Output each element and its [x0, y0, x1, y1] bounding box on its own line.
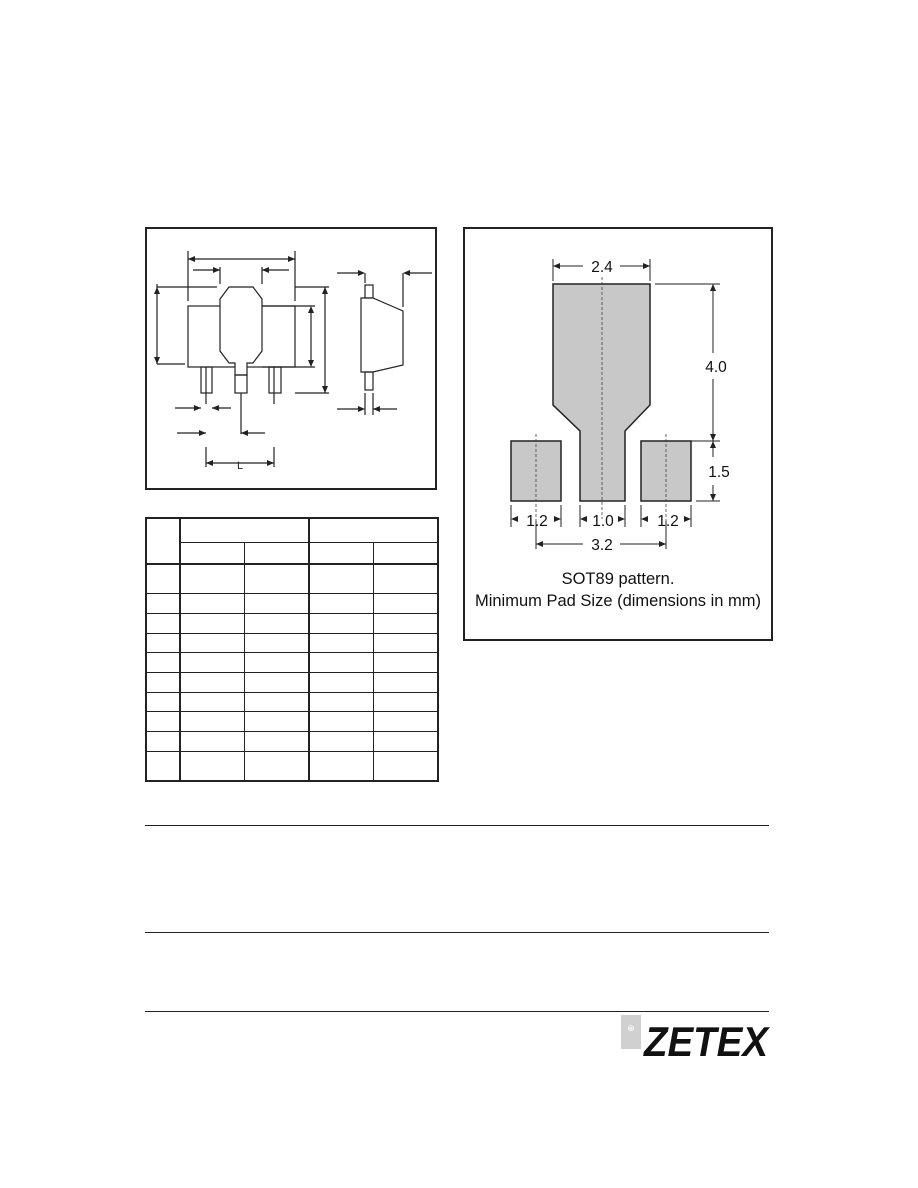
table-row [146, 594, 438, 614]
inches-header [309, 518, 438, 542]
table-row [146, 613, 438, 633]
dimensions-table [145, 517, 439, 782]
table-row [146, 672, 438, 692]
pad-caption-title: SOT89 pattern. [561, 570, 675, 588]
dim-top-height: 4.0 [705, 359, 727, 376]
lead-center [235, 375, 247, 393]
dim-top-width: 2.4 [591, 259, 613, 276]
table-row [146, 564, 438, 594]
dim-overall-width: 3.2 [591, 537, 613, 554]
zetex-logo-graphic [621, 1013, 771, 1059]
divider [145, 1011, 769, 1012]
center-pad [553, 284, 650, 501]
table-row [146, 633, 438, 653]
lead-right [269, 367, 281, 393]
logo-text: ZETEX [643, 1018, 771, 1059]
pad-pattern-svg [465, 229, 771, 559]
zetex-logo [621, 1013, 771, 1059]
package-tab [220, 287, 262, 375]
dim-header [146, 518, 180, 564]
table-row [146, 653, 438, 673]
package-outline-drawing [145, 227, 437, 490]
mm-min-header [180, 542, 244, 564]
table-row [146, 732, 438, 752]
millimetres-header [180, 518, 309, 542]
table-row [146, 751, 438, 781]
lead-pitch-label: L [236, 460, 244, 472]
divider [145, 932, 769, 933]
pad-caption-subtitle: Minimum Pad Size (dimensions in mm) [474, 592, 762, 610]
divider [145, 825, 769, 826]
table-row [146, 712, 438, 732]
inch-min-header [309, 542, 373, 564]
dim-left-pad-width: 1.2 [526, 513, 548, 530]
outline-svg [147, 229, 435, 488]
dim-side-height: 1.5 [708, 464, 730, 481]
pad-pattern-panel [463, 227, 773, 641]
logo-mark-glyph: ⊕ [627, 1023, 635, 1033]
dim-right-pad-width: 1.2 [657, 513, 679, 530]
dim-center-width: 1.0 [592, 513, 614, 530]
mm-max-header [245, 542, 309, 564]
inch-max-header [374, 542, 438, 564]
table-row [146, 692, 438, 712]
